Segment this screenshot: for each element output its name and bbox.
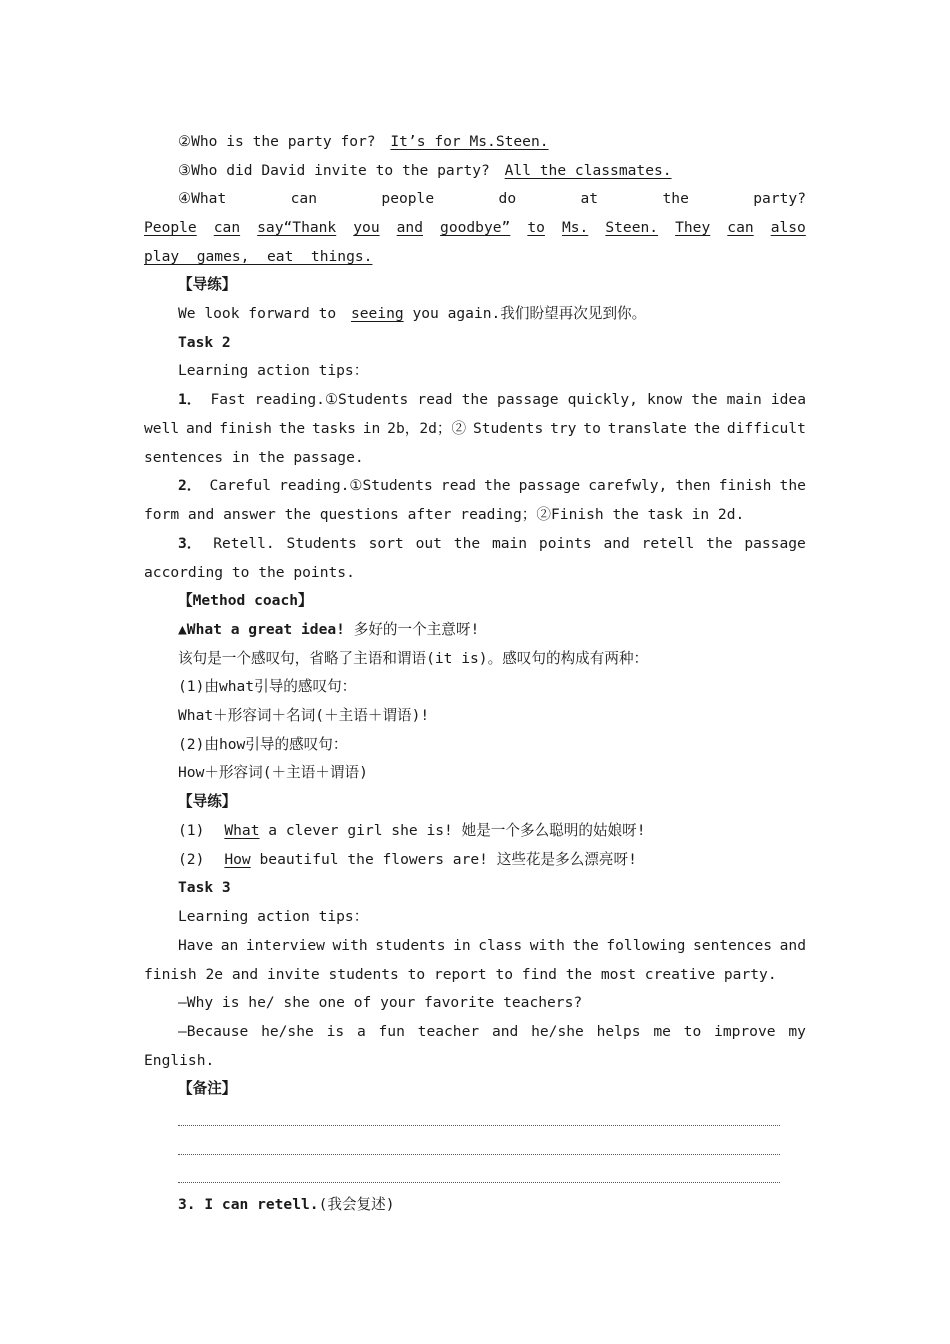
method-coach-heading: 【Method coach】 (178, 592, 313, 609)
word: interview (245, 937, 325, 954)
word: improve (714, 1023, 776, 1040)
word: party? (753, 190, 806, 207)
word: passage (744, 535, 806, 552)
question-4-answer-line-2 (144, 242, 806, 271)
word: Students (286, 535, 357, 552)
word: People (144, 219, 197, 236)
word: an (220, 937, 239, 954)
task-2-item-2-line-1 (178, 471, 806, 500)
dialogue-line-2 (178, 1017, 806, 1046)
word: ④What (178, 190, 227, 207)
word: the (691, 391, 718, 408)
word: the (662, 190, 689, 207)
guide-item-1 (178, 816, 806, 845)
word: the (453, 535, 481, 552)
answer-blank: All the classmates. (504, 162, 672, 179)
item-number: 3． (178, 535, 202, 552)
sentence-text: you again.我们盼望再次见到你。 (403, 305, 647, 322)
word: difficult (726, 420, 806, 437)
word: retell (641, 535, 695, 552)
section-3-heading (178, 1190, 806, 1219)
word: 2b，2d；② (387, 420, 467, 437)
word: quickly, (567, 391, 638, 408)
word: he/she (531, 1023, 584, 1040)
guide-heading: 【导练】 (178, 276, 237, 293)
word: Ms. (561, 219, 589, 236)
word: me (653, 1023, 671, 1040)
word: and (186, 420, 213, 437)
word: the (572, 937, 599, 954)
coach-formula-1: What＋形容词＋名词(＋主语＋谓语)! (178, 707, 430, 724)
word: Students (472, 420, 544, 437)
word: with (332, 937, 368, 954)
coach-point-2: (2)由how引导的感叹句： (178, 736, 348, 753)
coach-formula-2: How＋形容词(＋主语＋谓语) (178, 764, 368, 781)
word: idea (770, 391, 806, 408)
word: goodbye” (440, 219, 511, 236)
word: know (646, 391, 683, 408)
word: Steen. (605, 219, 659, 236)
word: sentences (693, 937, 773, 954)
note-line (178, 1154, 780, 1155)
task-3-paragraph-line-2: finish 2e and invite students to report to find the most creative party. (144, 966, 777, 983)
question-4-answer-line-1 (144, 213, 806, 242)
word: class (478, 937, 523, 954)
word: well (144, 420, 180, 437)
word: finish (219, 420, 272, 437)
word: and (779, 937, 806, 954)
section-title-translation: (我会复述) (318, 1196, 395, 1213)
title-translation: 多好的一个主意呀! (344, 621, 480, 638)
word: in (362, 420, 381, 437)
task-2-item-1-line-3: sentences in the passage. (144, 449, 364, 466)
dialogue-line-2-cont: English. (144, 1052, 215, 1069)
dialogue-line-1: —Why is he/ she one of your favorite teachers? (178, 994, 583, 1011)
sentence-text: beautiful the flowers are! 这些花是多么漂亮呀! (250, 851, 637, 868)
task-3-tips: Learning action tips： (178, 908, 369, 925)
word: and (396, 219, 423, 236)
guide-sentence (178, 299, 806, 328)
word: tasks (311, 420, 356, 437)
word: the (484, 477, 511, 494)
word: and (491, 1023, 519, 1040)
word: people (381, 190, 435, 207)
answer-blank: play games, eat things. (144, 248, 373, 265)
question-3 (178, 156, 806, 185)
word: translate (607, 420, 687, 437)
word: read (417, 391, 453, 408)
answer-blank: How (224, 851, 251, 868)
question-text: ②Who is the party for? (178, 133, 376, 150)
task-2-item-3-line-1 (178, 529, 806, 558)
word: he/she (261, 1023, 314, 1040)
task-3-title: Task 3 (178, 879, 231, 896)
method-coach-title (178, 615, 806, 644)
word: Retell. (213, 535, 275, 552)
question-text: ③Who did David invite to the party? (178, 162, 490, 179)
word: Have (178, 937, 214, 954)
word: helps (596, 1023, 641, 1040)
word: the (278, 420, 306, 437)
word: teacher (417, 1023, 480, 1040)
guide-heading: 【导练】 (178, 793, 237, 810)
coach-point-1: (1)由what引导的感叹句： (178, 678, 357, 695)
task-2-title: Task 2 (178, 334, 231, 351)
word: passage (497, 391, 559, 408)
item-number: (2) (178, 851, 205, 868)
sentence-text: a clever girl she is! 她是一个多么聪明的姑娘呀! (259, 822, 646, 839)
word: passage (518, 477, 581, 494)
word: following (606, 937, 686, 954)
word: is (326, 1023, 345, 1040)
task-2-item-3-line-2: according to the points. (144, 564, 355, 581)
word: main (491, 535, 528, 552)
word: then (675, 477, 711, 494)
word: reading.①Students (254, 391, 409, 408)
word: say“Thank (257, 219, 337, 236)
word: finish (718, 477, 772, 494)
task-3-paragraph-line-1 (178, 931, 806, 960)
word: with (529, 937, 565, 954)
word: you (353, 219, 380, 236)
question-2 (178, 127, 806, 156)
item-number: 2． (178, 477, 202, 494)
note-line (178, 1125, 780, 1126)
sentence-text: We look forward to (178, 305, 345, 322)
notes-heading: 【备注】 (178, 1080, 237, 1097)
word: sort (368, 535, 404, 552)
word: out (415, 535, 442, 552)
guide-item-2 (178, 845, 806, 874)
answer-blank: What (224, 822, 260, 839)
task-2-item-1-line-1 (178, 385, 806, 414)
section-title: 3. I can retell. (178, 1196, 319, 1213)
word: can (213, 219, 241, 236)
word: to (527, 219, 545, 236)
word: the (693, 420, 720, 437)
word: can (290, 190, 317, 207)
word: do (498, 190, 517, 207)
word: a (356, 1023, 366, 1040)
title-text: ▲What a great idea! (178, 621, 345, 638)
answer-blank: It’s for Ms.Steen. (390, 133, 549, 150)
word: and (603, 535, 630, 552)
word: Careful (209, 477, 272, 494)
word: fun (378, 1023, 405, 1040)
word: read (440, 477, 477, 494)
word: the (706, 535, 733, 552)
word: carefwly, (588, 477, 668, 494)
word: my (788, 1023, 806, 1040)
answer-blank: seeing (350, 305, 404, 322)
coach-explanation: 该句是一个感叹句，省略了主语和谓语(it is)。感叹句的构成有两种： (178, 650, 649, 667)
item-number: 1． (178, 391, 202, 408)
word: Fast (210, 391, 246, 408)
word: the (461, 391, 488, 408)
task-2-item-2-line-2: form and answer the questions after reading；②Finish the task in 2d. (144, 506, 745, 523)
question-4 (178, 184, 806, 213)
word: also (770, 219, 806, 236)
word: students (375, 937, 446, 954)
word: to (683, 1023, 702, 1040)
word: They (675, 219, 711, 236)
word: the (779, 477, 806, 494)
word: to (583, 420, 601, 437)
word: can (727, 219, 754, 236)
word: try (550, 420, 577, 437)
task-2-tips: Learning action tips： (178, 362, 369, 379)
word: main (726, 391, 762, 408)
word: —Because (178, 1023, 249, 1040)
word: reading.①Students (279, 477, 433, 494)
word: in (453, 937, 471, 954)
task-2-item-1-line-2 (144, 414, 806, 443)
word: at (580, 190, 599, 207)
word: points (538, 535, 592, 552)
item-number: (1) (178, 822, 205, 839)
note-line (178, 1182, 780, 1183)
